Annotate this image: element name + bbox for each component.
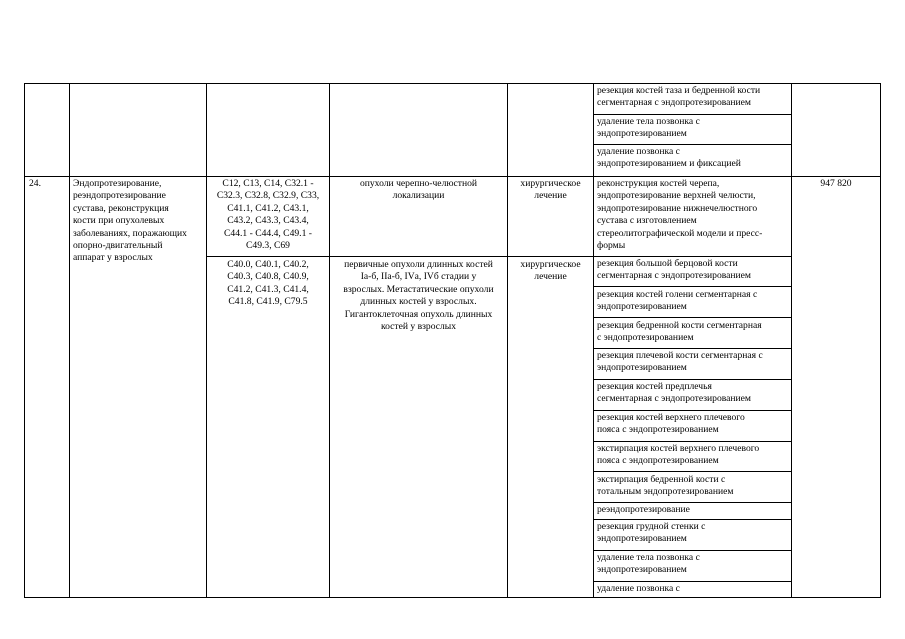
cell-line: Эндопротезирование,	[73, 178, 162, 189]
cell-line: эндопротезированием	[597, 533, 687, 545]
cell-line: эндопротезированием и фиксацией	[597, 158, 741, 170]
cell-line: заболеваниях, поражающих	[73, 227, 187, 239]
method-cell	[597, 85, 760, 110]
icd-codes-cell	[207, 259, 329, 309]
cell-line: удаление позвонка с	[597, 583, 680, 594]
method-cell	[597, 116, 700, 141]
cell-line: опорно-двигательный	[73, 240, 163, 252]
cell-line: хирургическое	[520, 178, 581, 189]
cell-line: аппарат у взрослых	[73, 252, 153, 264]
cell-line: эндопротезированием	[597, 128, 687, 140]
cell-line: с эндопротезированием	[597, 332, 694, 344]
column-border	[206, 83, 207, 598]
method-divider	[593, 317, 791, 318]
cell-line: хирургическое	[520, 259, 581, 270]
method-cell	[597, 521, 705, 546]
cell-line: С41.2, С41.3, С41.4,	[227, 283, 309, 295]
cell-line: сегментарная с эндопротезированием	[597, 393, 752, 405]
column-border	[24, 83, 25, 598]
cell-line: сустава, реконструкция	[73, 202, 169, 214]
cell-line: С43.2, С43.3, С43.4,	[227, 215, 309, 227]
method-divider	[593, 286, 791, 287]
cell-line: эндопротезированием	[597, 564, 687, 576]
method-cell	[597, 178, 762, 252]
cell-line: С12, С13, С14, С32.1 -	[222, 178, 314, 189]
method-cell	[597, 320, 762, 345]
method-divider	[593, 379, 791, 380]
cell-line: сегментарная с эндопротезированием	[597, 97, 752, 109]
price-cell	[792, 178, 880, 190]
cell-line: С44.1 - С44.4, С49.1 -	[224, 227, 312, 239]
profile-name-cell	[73, 178, 187, 265]
method-divider	[593, 550, 791, 551]
cell-line: С49.3, С69	[246, 240, 290, 252]
cell-line: лечение	[534, 271, 567, 283]
table-top-border	[24, 83, 881, 84]
treatment-type-cell	[508, 259, 593, 284]
cell-line: удаление тела позвонка с	[597, 116, 700, 127]
icd-codes-cell	[207, 178, 329, 252]
cell-line: эндопротезирование нижнечелюстного	[597, 202, 758, 214]
column-border	[593, 83, 594, 598]
cell-line: сустава с изготовлением	[597, 215, 697, 227]
cell-line: костей у взрослых	[380, 321, 457, 333]
cell-line: С32.3, С32.8, С32.9, С33,	[216, 190, 320, 202]
method-cell	[597, 350, 763, 375]
cell-line: резекция костей голени сегментарная с	[597, 289, 758, 300]
cell-line: эндопротезированием	[597, 301, 687, 313]
cell-line: кости при опухолевых	[73, 215, 165, 227]
cell-line: резекция плечевой кости сегментарная с	[597, 350, 763, 361]
treatment-type-cell	[508, 178, 593, 203]
method-divider	[593, 581, 791, 582]
method-cell	[597, 443, 759, 468]
method-cell	[597, 146, 741, 171]
method-divider	[593, 114, 791, 115]
cell-line: реконструкция костей черепа,	[597, 178, 720, 189]
cell-line: удаление позвонка с	[597, 146, 680, 157]
cell-line: эндопротезированием	[597, 362, 687, 374]
cell-line: реэндопротезирование	[73, 190, 166, 202]
method-cell	[597, 412, 745, 437]
method-divider	[593, 519, 791, 520]
cell-line: 947 820	[820, 178, 852, 189]
cell-line: лечение	[534, 190, 567, 202]
method-divider	[593, 144, 791, 145]
cell-line: сегментарная с эндопротезированием	[597, 270, 752, 282]
cell-line: С40.0, С40.1, С40.2,	[227, 259, 309, 270]
cell-line: Iа-б, IIа-б, IVа, IVб стадии у	[360, 271, 477, 283]
cell-line: опухоли черепно-челюстной	[359, 178, 478, 189]
table-bottom-border	[24, 597, 881, 598]
cell-line: эндопротезирование верхней челюсти,	[597, 190, 756, 202]
method-cell	[597, 289, 757, 314]
column-border	[329, 83, 330, 598]
row-number: 24.	[29, 178, 41, 189]
method-cell	[597, 552, 700, 577]
cell-line: резекция большой берцовой кости	[597, 258, 738, 269]
cell-line: С40.3, С40.8, С40.9,	[227, 271, 309, 283]
column-border	[69, 83, 70, 598]
cell-line: резекция костей верхнего плечевого	[597, 412, 745, 423]
patient-model-cell	[330, 259, 507, 333]
cell-line: длинных костей у взрослых.	[360, 296, 477, 308]
method-cell	[597, 583, 680, 595]
cell-line: формы	[597, 240, 626, 252]
cell-line: резекция бедренной кости сегментарная	[597, 320, 762, 331]
method-cell	[597, 474, 733, 499]
cell-line: экстирпация бедренной кости с	[597, 474, 726, 485]
cell-line: Гигантоклеточная опухоль длинных	[344, 308, 493, 320]
method-divider	[593, 471, 791, 472]
cell-line: взрослых. Метастатические опухоли	[343, 283, 494, 295]
cell-line: удаление тела позвонка с	[597, 552, 700, 563]
column-border	[880, 83, 881, 598]
column-border	[791, 83, 792, 598]
method-cell	[597, 381, 751, 406]
cell-line: пояса с эндопротезированием	[597, 455, 719, 467]
method-divider	[593, 348, 791, 349]
column-border	[507, 83, 508, 598]
cell-line: реэндопротезирование	[597, 504, 690, 515]
subrow-divider	[206, 256, 791, 257]
cell-line: резекция костей таза и бедренной кости	[597, 85, 761, 96]
cell-line: первичные опухоли длинных костей	[344, 259, 493, 270]
method-divider	[593, 410, 791, 411]
cell-line: тотальным эндопротезированием	[597, 486, 734, 498]
cell-line: С41.8, С41.9, С79.5	[228, 296, 308, 308]
cell-line: резекция грудной стенки с	[597, 521, 706, 532]
row-24-top-border	[24, 176, 881, 177]
cell-line: локализации	[392, 190, 445, 202]
cell-line: пояса с эндопротезированием	[597, 424, 719, 436]
cell-line: экстирпация костей верхнего плечевого	[597, 443, 760, 454]
method-divider	[593, 502, 791, 503]
method-cell	[597, 258, 751, 283]
cell-line: стереолитографической модели и пресс-	[597, 227, 763, 239]
patient-model-cell	[330, 178, 507, 203]
cell-line: резекция костей предплечья	[597, 381, 712, 392]
method-cell	[597, 504, 690, 516]
method-divider	[593, 441, 791, 442]
cell-line: С41.1, С41.2, С43.1,	[227, 202, 309, 214]
